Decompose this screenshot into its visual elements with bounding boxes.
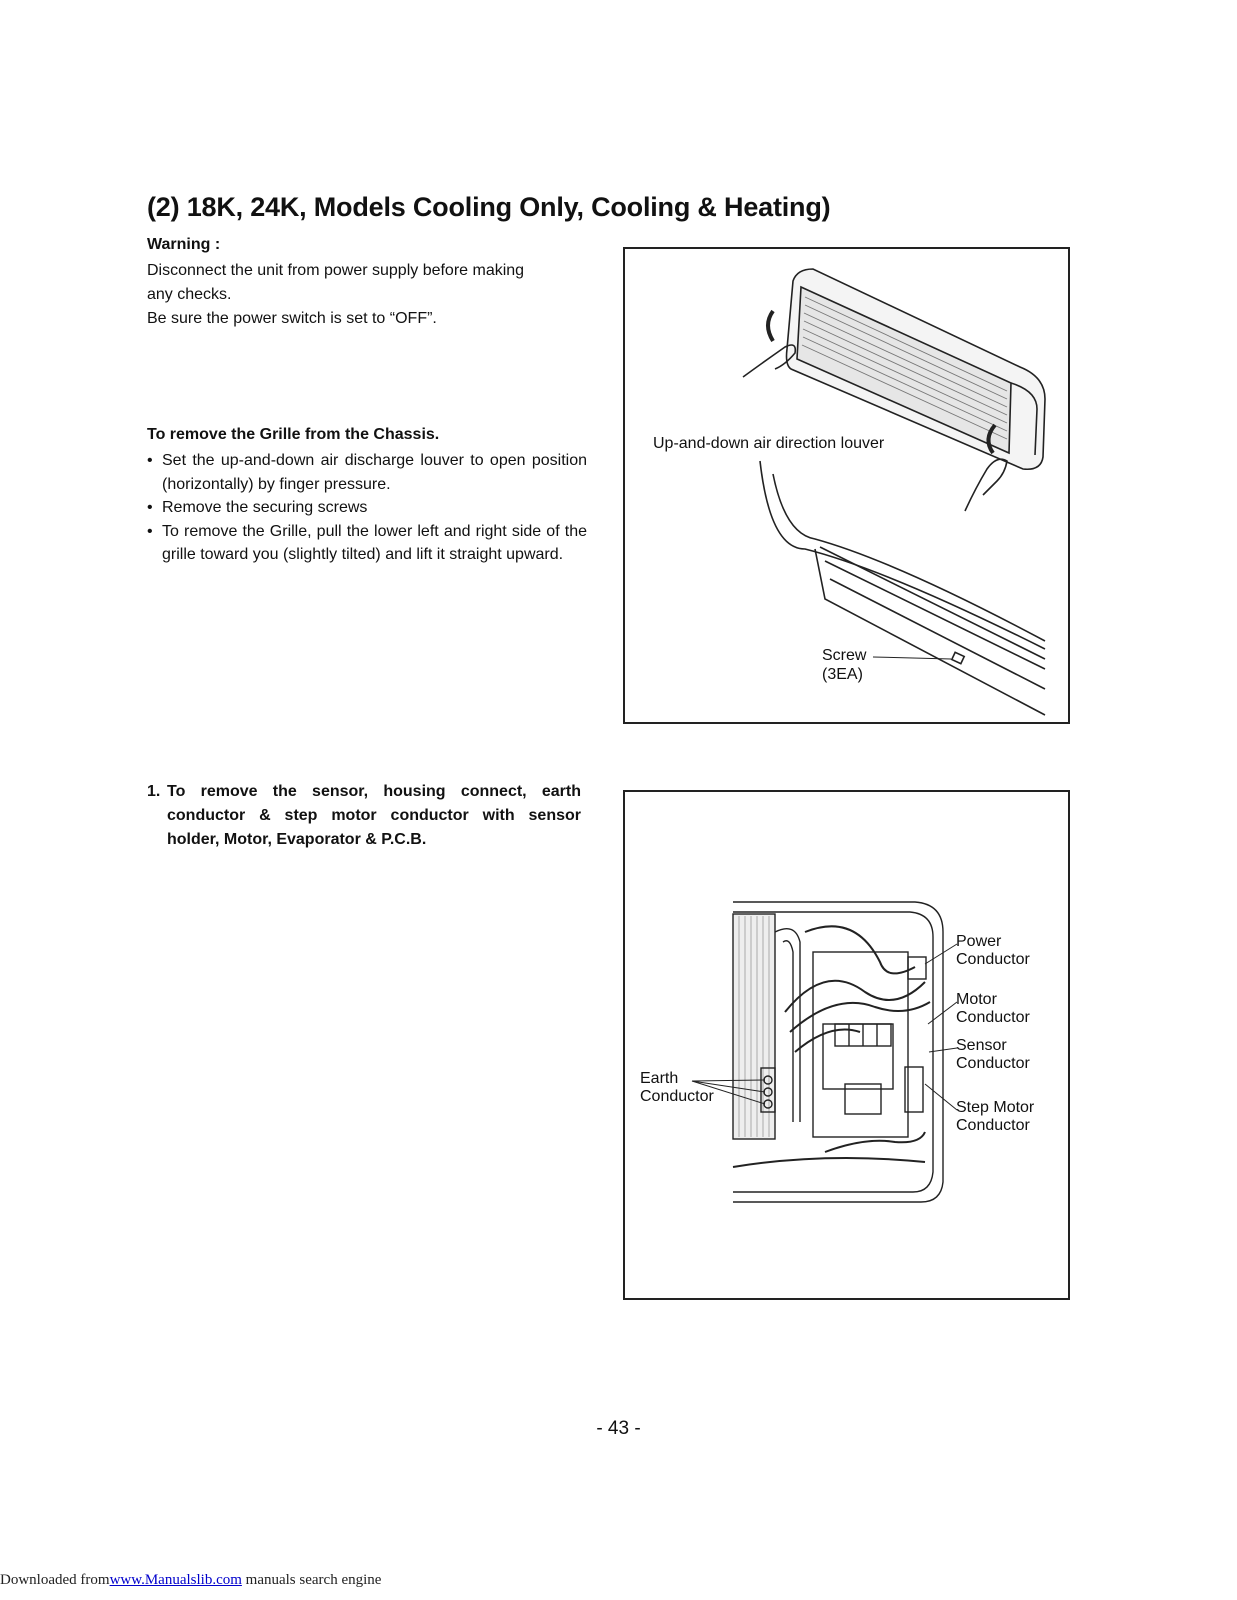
- footer: [0, 1572, 381, 1589]
- warning-heading: Warning :: [147, 236, 221, 253]
- warning-line: any checks.: [147, 286, 232, 303]
- grille-steps-list: [147, 449, 587, 567]
- list-item: • Remove the securing screws: [147, 496, 587, 520]
- grille-removal-figure: [623, 247, 1070, 724]
- screw-label: Screw: [822, 647, 867, 664]
- page-title: (2) 18K, 24K, Models Cooling Only, Cooling & Heating): [147, 192, 831, 222]
- screw-count-label: (3EA): [822, 666, 863, 683]
- step-text: To remove the sensor, housing connect, earth conductor & step motor conductor with sensor holder, Motor, Evaporator & P.C.B.: [167, 783, 581, 848]
- label-line: Earth: [640, 1070, 679, 1087]
- step-number: 1.: [147, 783, 161, 800]
- list-item: • Set the up-and-down air discharge louver to open position (horizontally) by finger pressure.: [147, 449, 587, 496]
- label-line: Conductor: [956, 1009, 1030, 1026]
- page-number: - 43 -: [596, 1418, 641, 1439]
- label-line: Conductor: [956, 1055, 1030, 1072]
- label-line: Motor: [956, 991, 997, 1008]
- grille-heading: To remove the Grille from the Chassis.: [147, 426, 440, 443]
- label-line: Power: [956, 933, 1002, 950]
- motor-conductor-label: [956, 991, 1030, 1027]
- footer-suffix: manuals search engine: [241, 1572, 382, 1588]
- earth-conductor-label: [640, 1070, 714, 1106]
- warning-text: [147, 259, 587, 331]
- label-line: Sensor: [956, 1037, 1007, 1054]
- step-motor-conductor-label: [956, 1099, 1034, 1135]
- sensor-conductor-label: [956, 1037, 1030, 1073]
- wiring-figure: [623, 790, 1070, 1300]
- label-line: Conductor: [956, 951, 1030, 968]
- louver-label: Up-and-down air direction louver: [653, 435, 885, 452]
- warning-line: Disconnect the unit from power supply before making: [147, 262, 525, 279]
- list-item: • To remove the Grille, pull the lower left and right side of the grille toward you (slightly tilted) and lift it straight upward.: [147, 520, 587, 567]
- label-line: Conductor: [956, 1117, 1030, 1134]
- label-line: Step Motor: [956, 1099, 1035, 1116]
- label-line: Conductor: [640, 1088, 714, 1105]
- manualslib-link[interactable]: www.Manualslib.com: [109, 1572, 242, 1588]
- footer-prefix: Downloaded from: [0, 1572, 110, 1588]
- step-1-heading: [147, 780, 581, 852]
- warning-line: Be sure the power switch is set to “OFF”.: [147, 310, 437, 327]
- power-conductor-label: [956, 933, 1030, 969]
